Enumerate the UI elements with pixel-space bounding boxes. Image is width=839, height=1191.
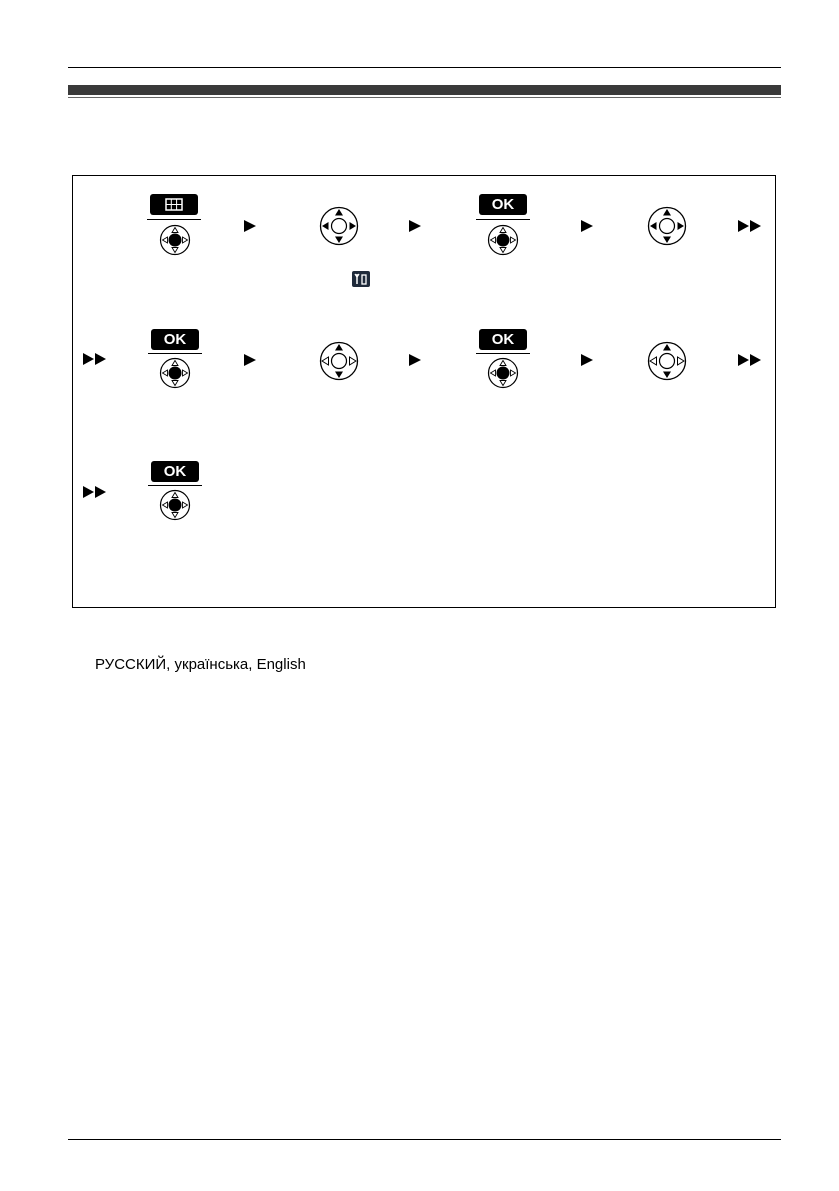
header-bar [68, 85, 781, 95]
arrow-right-icon [408, 219, 422, 233]
arrow-right-icon [243, 219, 257, 233]
navigator-updown-icon[interactable] [647, 341, 687, 381]
navigator-center-icon[interactable] [159, 224, 191, 256]
ok-soft-key[interactable]: OK [479, 329, 527, 350]
navigator-updown-icon[interactable] [319, 341, 359, 381]
navigator-center-icon[interactable] [487, 357, 519, 389]
header-rule [68, 67, 781, 68]
menu-soft-key[interactable] [150, 194, 198, 215]
language-list: РУССКИЙ, українська, English [95, 656, 306, 673]
soft-key-line [148, 353, 202, 354]
settings-icon [352, 271, 370, 287]
arrow-right-icon [243, 353, 257, 367]
navigator-center-icon[interactable] [159, 489, 191, 521]
soft-key-line [476, 353, 530, 354]
menu-grid-icon [150, 194, 198, 215]
ok-soft-key[interactable]: OK [479, 194, 527, 215]
header-bar-underline [68, 97, 781, 98]
double-arrow-icon [737, 219, 763, 233]
double-arrow-icon [737, 353, 763, 367]
navigator-4way-icon[interactable] [647, 206, 687, 246]
navigator-center-icon[interactable] [487, 224, 519, 256]
navigator-center-icon[interactable] [159, 357, 191, 389]
arrow-right-icon [580, 353, 594, 367]
soft-key-line [476, 219, 530, 220]
arrow-right-icon [408, 353, 422, 367]
ok-soft-key[interactable]: OK [151, 461, 199, 482]
footer-rule [68, 1139, 781, 1140]
soft-key-line [148, 485, 202, 486]
double-arrow-icon [82, 352, 108, 366]
navigator-4way-icon[interactable] [319, 206, 359, 246]
double-arrow-icon [82, 485, 108, 499]
ok-soft-key[interactable]: OK [151, 329, 199, 350]
soft-key-line [147, 219, 201, 220]
arrow-right-icon [580, 219, 594, 233]
menu-key-face [150, 194, 198, 215]
